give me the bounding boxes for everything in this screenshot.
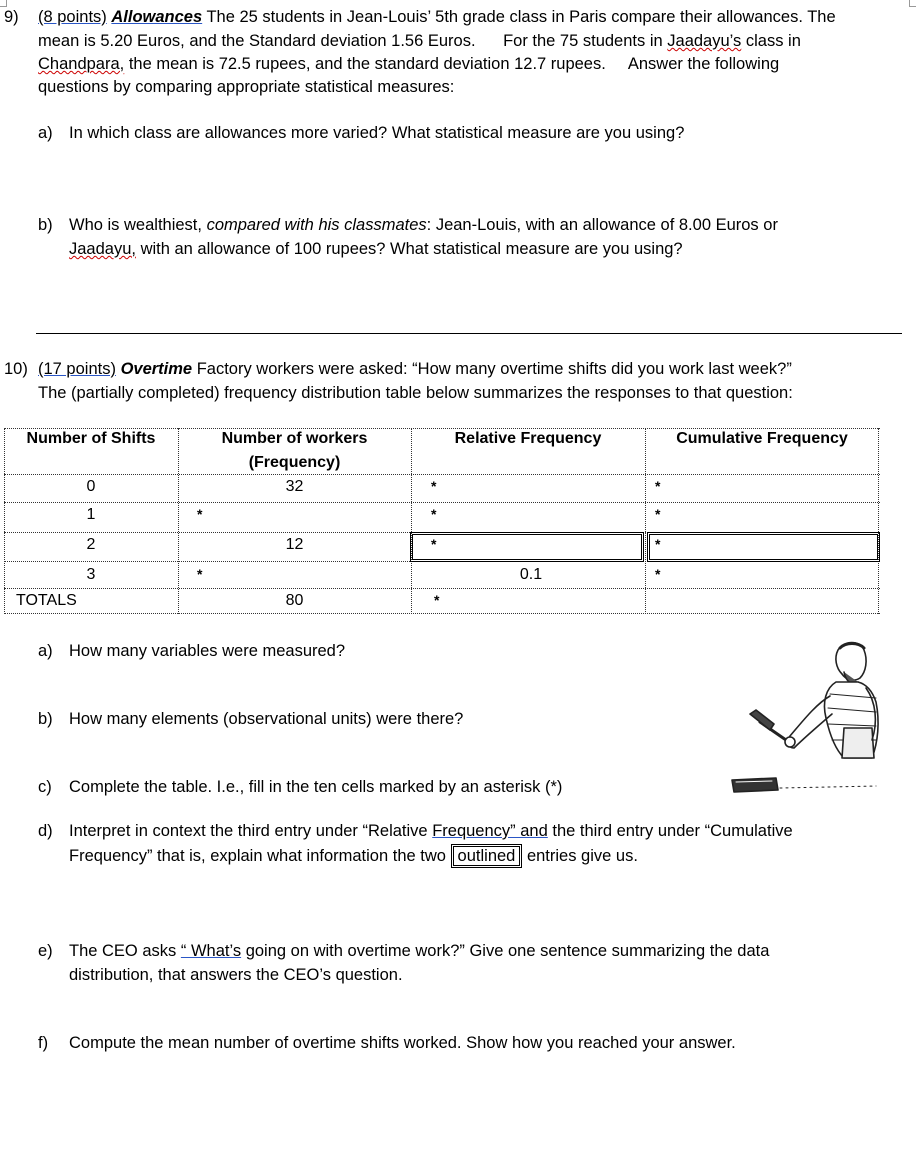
header-frequency: (Frequency) [248,454,341,471]
page-corner-mark [0,0,7,7]
row2-rel-asterisk: * [431,536,437,552]
q9-line2-text3: class in [745,32,801,50]
q10d-label: d) [38,822,53,840]
totals-rel-asterisk: * [434,592,440,608]
q10f-text: Compute the mean number of overtime shifts worked. Show how you reached your answer. [69,1034,736,1052]
q9-line2-text: mean is 5.20 Euros, and the Standard deviation 1.56 Euros. [38,32,476,50]
outlined-relative-cell [410,532,644,562]
q9-line4: questions by comparing appropriate statistical measures: [38,78,455,96]
row1-rel-asterisk: * [431,506,437,522]
q10-line2: The (partially completed) frequency distribution table below summarizes the responses to that question: [38,384,793,402]
q10e-label: e) [38,942,53,960]
q9b-jaadayu: Jaadayu, [69,240,136,258]
row0-freq: 32 [285,478,304,495]
row0-shifts: 0 [86,478,96,495]
q9b-line2 [69,240,683,259]
q10e-text-a: The CEO asks [69,942,177,960]
table-hline [4,613,880,614]
q10d-line1 [69,822,793,841]
header-relative: Relative Frequency [454,430,602,447]
q10b-text: How many elements (observational units) were there? [69,710,464,728]
totals-freq: 80 [285,592,304,609]
q9-intro: The 25 students in Jean-Louis’ 5th grade class in Paris compare their allowances. The [206,8,836,26]
row3-freq-asterisk: * [197,566,203,582]
q10d-line2 [69,847,638,866]
row1-shifts: 1 [86,506,96,523]
page-corner-mark-right [909,0,916,7]
table-hline [4,588,880,589]
q10-points: (17 points) [38,360,116,378]
q9-line2-text2: For the 75 students in [503,32,663,50]
q9a-text: In which class are allowances more varied? What statistical measure are you using? [69,124,685,142]
row0-cum-asterisk: * [655,478,661,494]
header-cumulative: Cumulative Frequency [676,430,848,447]
q10d-text2-a: Frequency” that is, explain what information the two [69,847,446,865]
row3-rel: 0.1 [519,566,543,583]
q10c-label: c) [38,778,52,796]
q10a-label: a) [38,642,53,660]
row1-cum-asterisk: * [655,506,661,522]
q10a-text: How many variables were measured? [69,642,346,660]
q9b-text-c: : Jean-Louis, with an allowance of 8.00 Euros or [426,216,778,234]
q10f-label: f) [38,1034,49,1052]
q9-jaadayus: Jaadayu’s [667,32,742,50]
row2-freq: 12 [285,536,304,553]
q9-title: Allowances [111,8,203,26]
header-workers: Number of workers [221,430,368,447]
q10e-text-c: going on with overtime work?” Give one sentence summarizing the data [245,942,770,960]
frequency-table [4,428,880,614]
q10e-line1 [69,942,769,961]
q10-number: 10) [4,360,28,378]
q9a-label: a) [38,124,53,142]
q9-line3 [38,55,779,74]
q10d-outlined-word: outlined [451,844,523,868]
row0-rel-asterisk: * [431,478,437,494]
table-hline [4,474,880,475]
q10e-line2: distribution, that answers the CEO’s question. [69,966,403,984]
q9-line2 [38,32,801,51]
q9b-label: b) [38,216,53,234]
q10b-label: b) [38,710,53,728]
row2-shifts: 2 [86,536,96,553]
q9b-text2: with an allowance of 100 rupees? What statistical measure are you using? [140,240,683,258]
q10d-text-c: the third entry under “Cumulative [552,822,793,840]
row2-cum-asterisk: * [655,536,661,552]
q9-line3-text: the mean is 72.5 rupees, and the standard deviation 12.7 rupees. [128,55,606,73]
q10e-text-b: “ What’s [180,942,242,960]
q9-points: (8 points) [38,8,107,26]
q9b-text-italic: compared with his classmates [206,216,427,234]
q9-number: 9) [4,8,19,26]
q10d-text2-c: entries give us. [526,847,638,865]
section-divider [36,333,902,334]
row1-freq-asterisk: * [197,506,203,522]
q9-line3-text2: Answer the following [627,55,780,73]
header-shifts: Number of Shifts [26,430,156,447]
man-hammering-icon [726,632,886,802]
q10d-text-a: Interpret in context the third entry under “Relative [69,822,428,840]
row3-shifts: 3 [86,566,96,583]
q10-title: Overtime [120,360,193,378]
outlined-cumulative-cell [647,532,880,562]
q9b-text-a: Who is wealthiest, [69,216,202,234]
table-vline [411,428,412,614]
q9b-line1 [69,216,778,235]
q10d-text-b: Frequency” and [432,822,548,840]
q10c-text: Complete the table. I.e., fill in the ten cells marked by an asterisk (*) [69,778,563,796]
table-vline [878,428,879,614]
table-vline [645,428,646,614]
q10-line1 [38,360,792,379]
row3-cum-asterisk: * [655,566,661,582]
table-hline [4,502,880,503]
q9-chandpara: Chandpara, [38,55,125,73]
totals-label: TOTALS [16,592,77,609]
table-hline [4,428,880,429]
q9-line1 [38,8,836,27]
q10-question: Factory workers were asked: “How many overtime shifts did you work last week?” [196,360,792,378]
